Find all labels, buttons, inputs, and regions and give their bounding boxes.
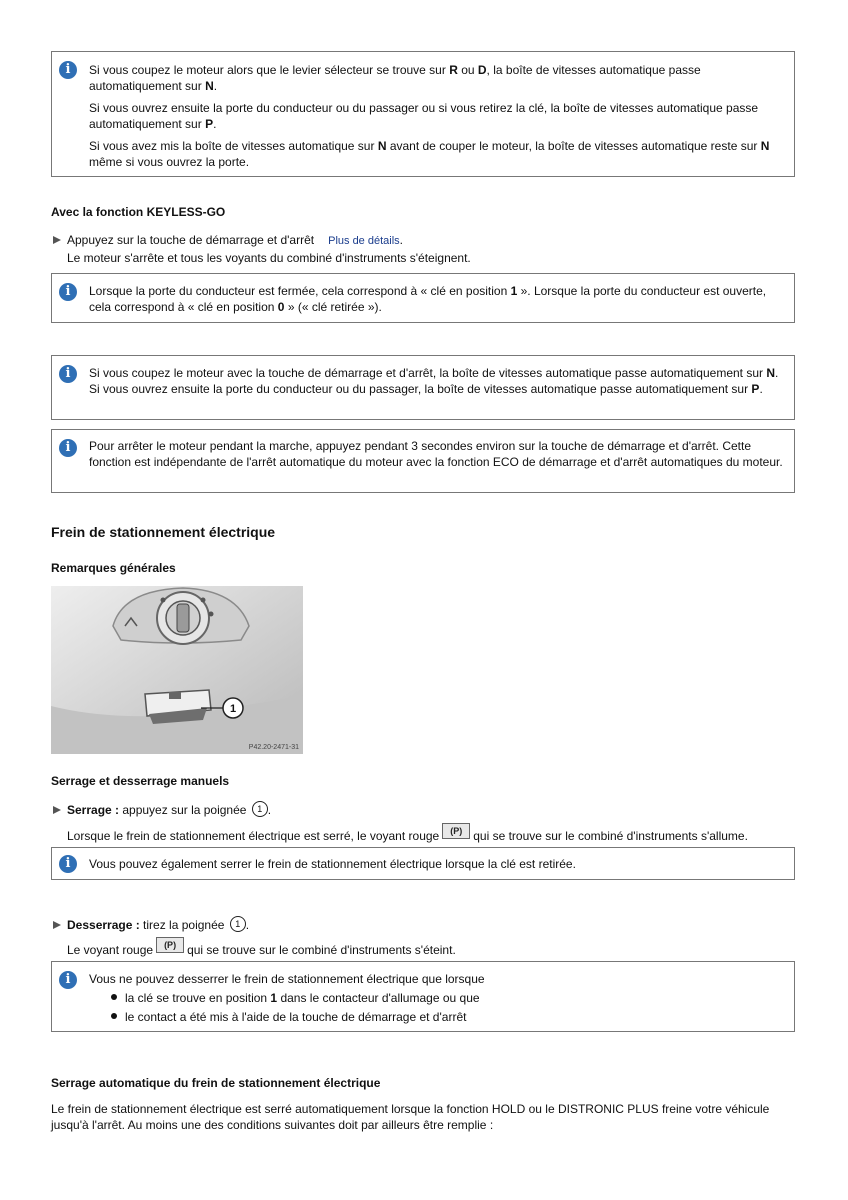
release-step: Desserrage : tirez la poignée 1 . [53, 916, 249, 933]
info-note [51, 355, 795, 420]
info-icon: i [59, 283, 77, 301]
dashboard-figure [51, 586, 303, 754]
info-note [51, 847, 795, 880]
note-paragraph: Pour arrêter le moteur pendant la marche, appuyez pendant 3 secondes environ sur la touche de démarrage et d'arrêt. Cette fonction est indépendante de l'arrêt automatique du moteur avec la fonction ECO de démarrage et d'arrêt automatiques du moteur. [89, 439, 783, 469]
auto-text: Le frein de stationnement électrique est serré automatiquement lorsque la fonction HOLD ou le DISTRONIC PLUS freine votre véhicule jusqu'à l'arrêt. Au moins une des conditions suivantes doit par ailleurs être remplie : [51, 1102, 770, 1132]
note-paragraph: Si vous avez mis la boîte de vitesses automatique sur N avant de couper le moteur, la boîte de vitesses automatique reste sur N même si vous ouvrez la porte. [89, 139, 770, 169]
figure-callout: 1 [229, 703, 237, 715]
note-paragraph: Si vous coupez le moteur avec la touche de démarrage et d'arrêt, la boîte de vitesses automatique passe automatiquement sur N. Si vous ouvrez ensuite la porte du conducteur ou du passager, la boîte de vitesses automatique passe automatiquement sur P. [89, 366, 779, 396]
bullet-icon [111, 994, 117, 1000]
section-subtitle: Remarques générales [51, 561, 176, 575]
info-icon: i [59, 971, 77, 989]
info-note [51, 429, 795, 493]
dashboard-illustration [51, 586, 303, 754]
note-paragraph: Vous ne pouvez desserrer le frein de stationnement électrique que lorsque [89, 972, 485, 986]
apply-result: Lorsque le frein de stationnement électrique est serré, le voyant rouge(P) qui se trouve sur le combiné d'instruments s'allume. [67, 823, 748, 844]
info-note [51, 961, 795, 1032]
note-paragraph: Vous pouvez également serrer le frein de stationnement électrique lorsque la clé est retirée. [89, 857, 576, 871]
bullet-icon [111, 1013, 117, 1019]
parking-brake-indicator-icon [156, 937, 184, 953]
info-icon: i [59, 439, 77, 457]
info-icon: i [59, 365, 77, 383]
release-result: Le voyant rouge(P) qui se trouve sur le combiné d'instruments s'éteint. [67, 937, 456, 958]
info-icon: i [59, 855, 77, 873]
note-paragraph: Lorsque la porte du conducteur est fermée, cela correspond à « clé en position 1 ». Lorsque la porte du conducteur est ouverte, cela correspond à « clé en position 0 » (« clé retirée »). [89, 284, 767, 314]
details-link[interactable]: Plus de détails [328, 235, 400, 247]
keyless-heading: Avec la fonction KEYLESS-GO [51, 205, 226, 219]
auto-heading: Serrage automatique du frein de stationnement électrique [51, 1076, 381, 1090]
info-icon: i [59, 61, 77, 79]
keyless-step: Appuyez sur la touche de démarrage et d'arrêt Plus de détails. [53, 232, 403, 249]
info-note [51, 51, 795, 177]
list-item: le contact a été mis à l'aide de la touche de démarrage et d'arrêt [89, 1009, 784, 1025]
apply-step: Serrage : appuyez sur la poignée 1 . [53, 801, 271, 818]
keyless-result: Le moteur s'arrête et tous les voyants du combiné d'instruments s'éteignent. [67, 251, 471, 265]
list-item: la clé se trouve en position 1 dans le contacteur d'allumage ou que [89, 990, 784, 1006]
callout-number: 1 [252, 801, 268, 817]
manual-heading: Serrage et desserrage manuels [51, 774, 230, 788]
figure-reference: P42.20-2471-31 [248, 744, 299, 751]
callout-number: 1 [230, 916, 246, 932]
parking-brake-indicator-icon [442, 823, 470, 839]
note-paragraph: Si vous coupez le moteur alors que le levier sélecteur se trouve sur R ou D, la boîte de vitesses automatique passe automatiquement sur N. [89, 63, 701, 93]
info-note [51, 273, 795, 323]
note-paragraph: Si vous ouvrez ensuite la porte du conducteur ou du passager ou si vous retirez la clé, la boîte de vitesses automatique passe automatiquement sur P. [89, 101, 759, 131]
arrow-right-icon [53, 921, 61, 929]
section-title: Frein de stationnement électrique [51, 524, 276, 540]
arrow-right-icon [53, 236, 61, 244]
arrow-right-icon [53, 806, 61, 814]
